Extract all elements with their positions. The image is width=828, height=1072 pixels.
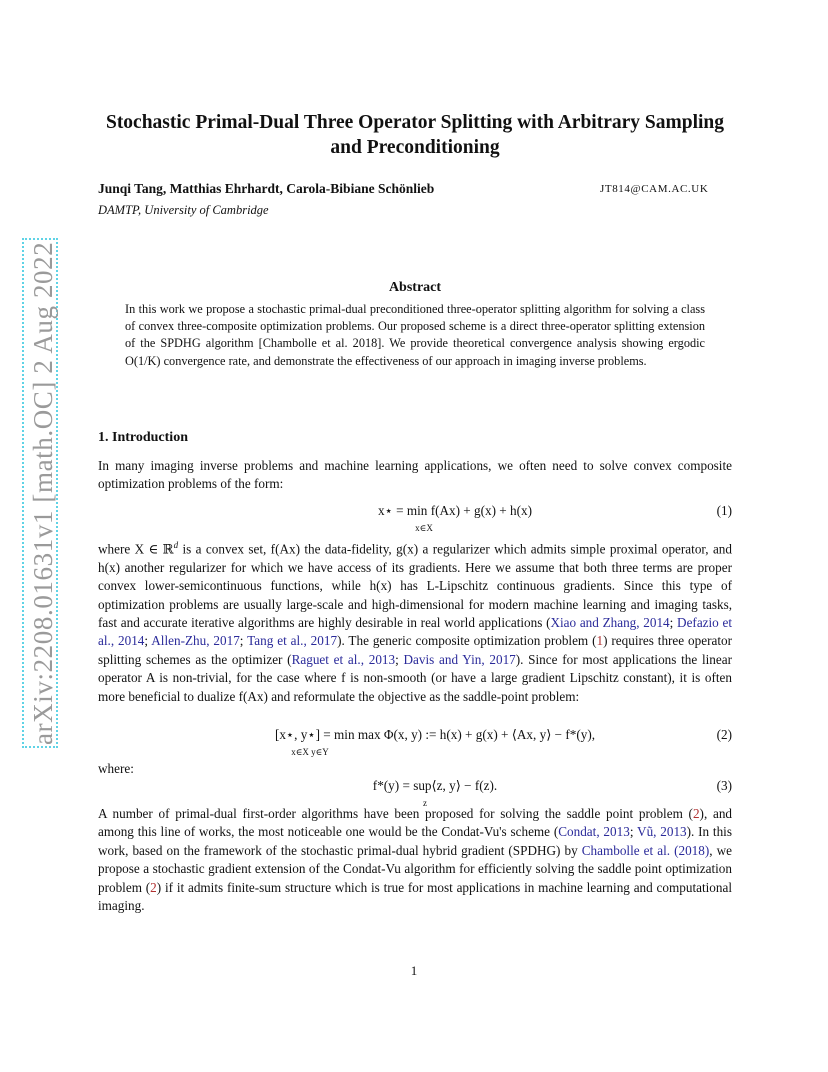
para3-text-a: A number of primal-dual first-order algorithms have been proposed for solving the saddle point problem ( — [98, 806, 693, 821]
page-number: 1 — [410, 963, 418, 978]
equation-1-subscript: x∈X — [415, 523, 433, 533]
arxiv-id: arXiv:2208.01631v1 [math.OC] 2 Aug 2022 — [28, 241, 58, 745]
para3-text-d: , we propose a stochastic gradient extension of the Condat-Vu algorithm for efficiently solving the saddle point optimization problem ( — [98, 842, 732, 895]
authors: Junqi Tang, Matthias Ehrhardt, Carola-Bibiane Schönlieb — [98, 181, 435, 196]
citation-link[interactable]: Raguet et al., 2013 — [291, 651, 396, 667]
where-label: where: — [98, 761, 134, 776]
equation-3-subscript: z — [423, 798, 427, 808]
para2-text-c: ). The generic composite optimization problem ( — [337, 633, 597, 649]
affiliation: DAMTP, University of Cambridge — [98, 203, 269, 217]
para2-text-b: is a convex set, f(Ax) the data-fidelity, g(x) a regularizer which admits simple proximal operator, and h(x) another regularizer for which we have access of its gradients. Here we assume that both three terms are proper convex lower-semicontinuous functions, while h(x) has L-Lipschitz continuous gradients. Since this type of optimization problems are usually large-scale and high-dimensional for modern machine learning and imaging tasks, fast and accurate iterative algorithms are highly desirable in real world applications ( — [98, 541, 732, 631]
citation-link[interactable]: Chambolle et al. (2018) — [581, 842, 710, 858]
para3-text-c: ). In this work, based on the framework of the stochastic primal-dual hybrid gradient (SPDHG) by — [98, 824, 732, 858]
para2-text-a: where X ∈ ℝ — [98, 541, 174, 557]
equation-1-body: x⋆ = min f(Ax) + g(x) + h(x) — [378, 503, 532, 518]
intro-paragraph-1: In many imaging inverse problems and machine learning applications, we often need to solve convex composite optimization problems of the form: — [98, 458, 732, 492]
paper-title — [90, 110, 740, 160]
equation-ref-link[interactable]: 1 — [596, 633, 604, 649]
para2-text-e: ). Since for most applications the linear operator A is non-trivial, for the case where f is non-smooth (or have a large gradient Lipschitz constant), it is often more beneficial to dualize f(Ax) and reformulate the objective as the saddle-point problem: — [98, 651, 732, 704]
intro-paragraph-2: where X ∈ ℝ$^d$ is a convex set, f(Ax) the data-fidelity, g(x) a regularizer which admits simple proximal operator, and h(x) another regularizer for which we have access of its gradients. Here we assume that both three terms are proper convex lower-semicontinuous functions, while h(x) has L-Lipschitz continuous gradients. Since this type of optimization problems are usually large-scale and high-dimensional for modern machine learning and imaging tasks, fast and accurate iterative algorithms are highly desirable in real world applications (Xiao and Zhang, 2014; Defazio et al., 2014; Allen-Zhu, 2017; Tang et al., 2017). The generic composite optimization problem (1) requires three operator splitting schemes as the optimizer (Raguet et al., 2013; Davis and Yin, 2017). Since for most applications the linear operator A is non-trivial, for the case where f is non-smooth (or have a large gradient Lipschitz constant), it is often more beneficial to dualize f(Ax) and reformulate the objective as the saddle-point problem: — [98, 540, 733, 704]
title-line-2: and Preconditioning — [330, 137, 500, 158]
citation-link[interactable]: Allen-Zhu, 2017 — [151, 633, 240, 649]
abstract-heading: Abstract — [388, 280, 442, 295]
equation-3-body: f*(y) = sup⟨z, y⟩ − f(z). — [372, 778, 498, 793]
citation-link[interactable]: Davis and Yin, 2017 — [403, 651, 516, 667]
citation-link[interactable]: Condat, 2013 — [558, 824, 630, 840]
para3-text-e: ) if it admits finite-sum structure which is true for most applications in machine learning and computational imaging. — [98, 879, 732, 914]
equation-ref-link[interactable]: 2 — [150, 879, 157, 895]
equation-2-subscript: x∈X y∈Y — [291, 747, 329, 757]
citation-link[interactable]: Tang et al., 2017 — [247, 633, 338, 649]
para3-text-b: ), and among this line of works, the most noticeable one would be the Condat-Vu's scheme ( — [98, 806, 733, 840]
para2-text-d: ) requires three operator splitting schemes as the optimizer ( — [98, 633, 732, 667]
equation-ref-link[interactable]: 2 — [692, 806, 700, 821]
citation-link[interactable]: Vũ, 2013 — [637, 824, 687, 840]
citation-link[interactable]: Xiao and Zhang, 2014 — [550, 615, 670, 631]
intro-paragraph-3: A number of primal-dual first-order algorithms have been proposed for solving the saddle point problem (2), and among this line of works, the most noticeable one would be the Condat-Vu's scheme (Condat, 2013; Vũ, 2013). In this work, based on the framework of the stochastic primal-dual hybrid gradient (SPDHG) by Chambolle et al. (2018), we propose a stochastic gradient extension of the Condat-Vu algorithm for efficiently solving the saddle point optimization problem (2) if it admits finite-sum structure which is true for most applications in machine learning and computational imaging. — [98, 806, 733, 914]
equation-2-body: [x⋆, y⋆] = min max Φ(x, y) := h(x) + g(x) + ⟨Ax, y⟩ − f*(y), — [274, 727, 596, 742]
email: JT814@CAM.AC.UK — [600, 183, 709, 195]
abstract-text: In this work we propose a stochastic primal-dual preconditioned three-operator splitting algorithm for solving a class of convex three-composite optimization problems. Our proposed scheme is a direct three-operator splitting extension of the SPDHG algorithm [Chambolle et al. 2018]. We provide theoretical convergence analysis showing ergodic O(1/K) convergence rate, and demonstrate the effectiveness of our approach in imaging inverse problems. — [125, 302, 705, 368]
equation-3-number: (3) — [716, 778, 732, 793]
arxiv-sidebar — [22, 238, 58, 748]
equation-1-number: (1) — [716, 503, 732, 518]
equation-2-number: (2) — [716, 727, 732, 742]
title-line-1: Stochastic Primal-Dual Three Operator Splitting with Arbitrary Sampling — [105, 112, 725, 133]
section-heading: 1. Introduction — [98, 430, 188, 445]
citation-link[interactable]: Defazio et al., 2014 — [98, 615, 733, 649]
